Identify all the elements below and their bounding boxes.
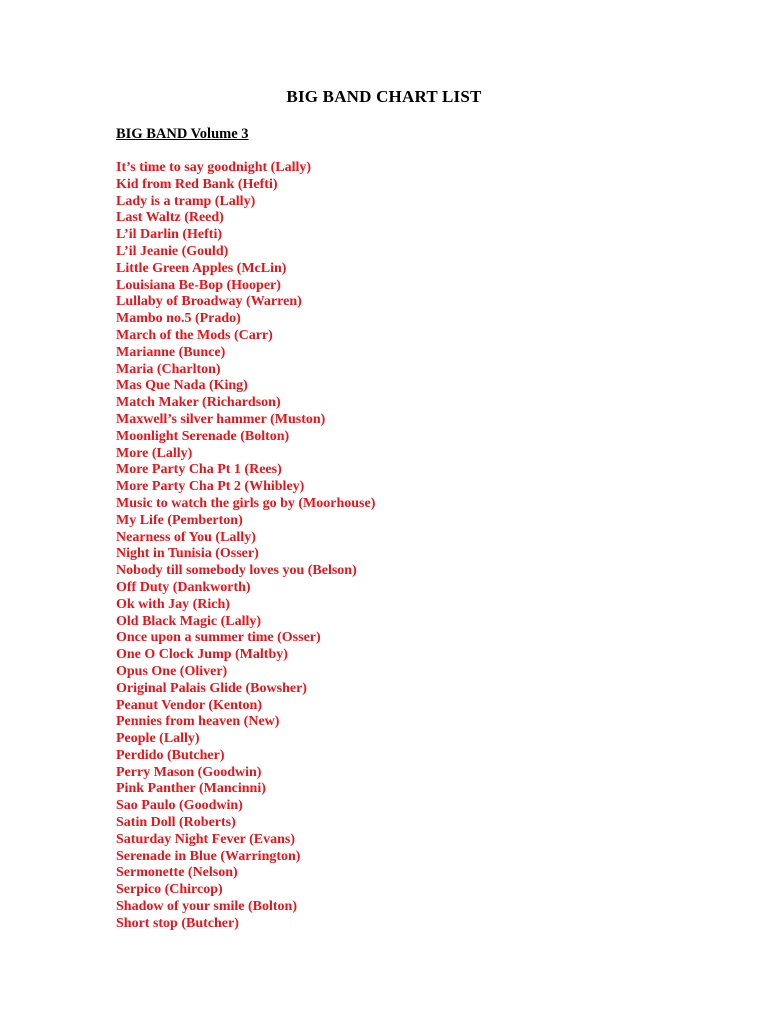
song-list-item: Ok with Jay (Rich) <box>116 596 230 612</box>
song-list-item: Saturday Night Fever (Evans) <box>116 831 296 847</box>
song-list-item: Maria (Charlton) <box>116 361 221 377</box>
song-list-item: Last Waltz (Reed) <box>116 210 224 226</box>
song-list-item: Perry Mason (Goodwin) <box>116 764 262 780</box>
song-list-item: Night in Tunisia (Osser) <box>116 546 259 562</box>
song-list-item: Satin Doll (Roberts) <box>116 815 236 831</box>
song-list-item: L’il Jeanie (Gould) <box>116 243 229 259</box>
song-list-item: Perdido (Butcher) <box>116 747 225 763</box>
song-list-item: One O Clock Jump (Maltby) <box>116 647 288 663</box>
song-list-item: It’s time to say goodnight (Lally) <box>116 160 312 175</box>
song-list-item: Moonlight Serenade (Bolton) <box>116 428 290 444</box>
song-list-item: Shadow of your smile (Bolton) <box>116 899 297 915</box>
song-list-item: Nobody till somebody loves you (Belson) <box>116 563 357 579</box>
song-list-item: March of the Mods (Carr) <box>116 327 273 343</box>
song-list <box>116 160 375 933</box>
song-list-item: Marianne (Bunce) <box>116 344 226 360</box>
song-list-item: Nearness of You (Lally) <box>116 529 256 545</box>
song-list-item: Old Black Magic (Lally) <box>116 613 262 629</box>
song-list-item: Music to watch the girls go by (Moorhouse) <box>116 495 376 511</box>
song-list-item: L’il Darlin (Hefti) <box>116 227 223 243</box>
song-list-item: Off Duty (Dankworth) <box>116 579 251 595</box>
song-list-item: More Party Cha Pt 2 (Whibley) <box>116 479 305 495</box>
song-list-item: Match Maker (Richardson) <box>116 395 281 411</box>
song-list-item: More Party Cha Pt 1 (Rees) <box>116 462 282 478</box>
song-list-item: Once upon a summer time (Osser) <box>116 630 321 646</box>
song-list-item: Maxwell’s silver hammer (Muston) <box>116 411 326 427</box>
song-list-item: Pink Panther (Mancinni) <box>116 781 266 797</box>
song-list-item: More (Lally) <box>116 445 193 461</box>
song-list-item: Lady is a tramp (Lally) <box>116 193 256 209</box>
volume-heading: BIG BAND Volume 3 <box>116 126 249 142</box>
song-list-item: Sao Paulo (Goodwin) <box>116 798 243 814</box>
song-list-item: Sermonette (Nelson) <box>116 865 238 881</box>
song-list-item: Peanut Vendor (Kenton) <box>116 697 262 713</box>
song-list-item: Opus One (Oliver) <box>116 663 228 679</box>
song-list-item: Short stop (Butcher) <box>116 915 239 931</box>
song-list-item: People (Lally) <box>116 731 200 747</box>
song-list-item: Mas Que Nada (King) <box>116 378 248 394</box>
song-list-item: Original Palais Glide (Bowsher) <box>116 680 307 696</box>
song-list-item: Kid from Red Bank (Hefti) <box>116 176 278 192</box>
song-list-item: Lullaby of Broadway (Warren) <box>116 294 302 310</box>
song-list-item: Little Green Apples (McLin) <box>116 260 287 276</box>
song-list-item: Serpico (Chircop) <box>116 882 223 898</box>
song-list-item: Louisiana Be-Bop (Hooper) <box>116 277 281 293</box>
song-list-item: My Life (Pemberton) <box>116 512 243 528</box>
song-list-item: Serenade in Blue (Warrington) <box>116 848 301 864</box>
song-list-item: Pennies from heaven (New) <box>116 714 280 730</box>
page-title: BIG BAND CHART LIST <box>286 87 482 106</box>
song-list-item: Mambo no.5 (Prado) <box>116 311 241 327</box>
